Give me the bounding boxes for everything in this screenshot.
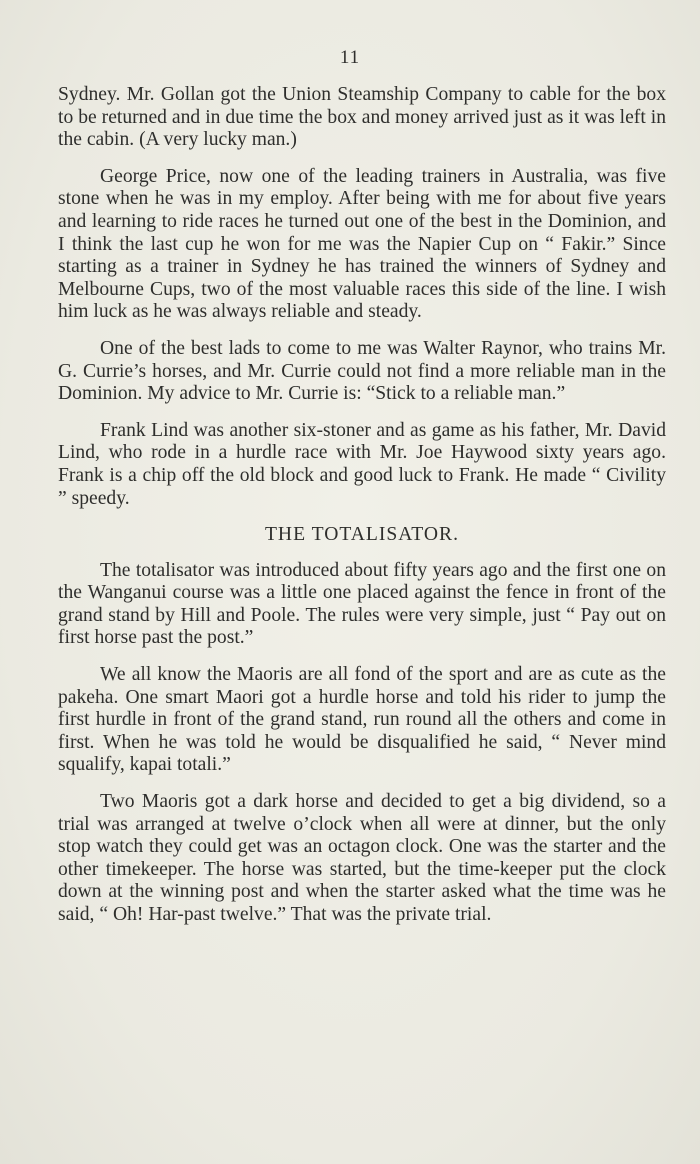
paragraph-totalisator-intro: The totalisator was introduced about fifty years ago and the first one on the Wanganui course was a little one placed against the fence in front of the grand stand by Hill and Poole. The rules were very simple, just “ Pay out on first horse past the post.” bbox=[58, 559, 666, 649]
paragraph-private-trial: Two Maoris got a dark horse and decided to get a big dividend, so a trial was arranged at twelve o’clock when all were at dinner, but the only stop watch they could get was an octagon clock. One was the starter and the other timekeeper. The horse was started, but the time-keeper put the clock down at the winning post and when the starter asked what the time was he said, “ Oh! Har-past twelve.” That was the private trial. bbox=[58, 791, 666, 925]
page-number: 11 bbox=[339, 47, 361, 68]
body-text bbox=[58, 84, 666, 941]
paragraph-cable-story: Sydney. Mr. Gollan got the Union Steamship Company to cable for the box to be returned and in due time the box and money arrived just as it was left in the cabin. (A very lucky man.) bbox=[58, 84, 666, 151]
paragraph-frank-lind: Frank Lind was another six-stoner and as game as his father, Mr. David Lind, who rode in a hurdle race with Mr. Joe Haywood sixty years ago. Frank is a chip off the old block and good luck to Frank. He made “ Civility ” speedy. bbox=[58, 419, 666, 509]
section-heading: THE TOTALISATOR. bbox=[264, 524, 460, 546]
paragraph-george-price: George Price, now one of the leading trainers in Australia, was five stone when he was in my employ. After being with me for about five years and learning to ride races he turned out one of the best in the Dominion, and I think the last cup he won for me was the Napier Cup on “ Fakir.” Since starting as a trainer in Sydney he has trained the winners of Sydney and Melbourne Cups, two of the most valuable races this side of the line. I wish him luck as he was always reliable and steady. bbox=[58, 165, 666, 323]
paragraph-walter-raynor: One of the best lads to come to me was Walter Raynor, who trains Mr. G. Currie’s horses, and Mr. Currie could not find a more reliable man in the Dominion. My advice to Mr. Currie is: “Stick to a reliable man.” bbox=[58, 337, 666, 405]
paragraph-maori-hurdle: We all know the Maoris are all fond of the sport and are as cute as the pakeha. One smart Maori got a hurdle horse and told his rider to jump the first hurdle in front of the grand stand, run round all the others and come in first. When he was told he would be disqualified he said, “ Never mind squalify, kapai totali.” bbox=[58, 664, 666, 776]
